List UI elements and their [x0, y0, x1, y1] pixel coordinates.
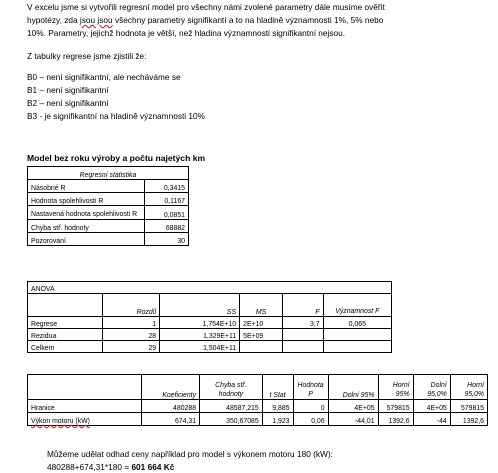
- coef-header-row: [28, 375, 488, 400]
- anova-header-df: Rozdíl: [103, 294, 160, 317]
- stats-value: 0,0851: [145, 206, 189, 220]
- footer-result: 601 664 Kč: [131, 462, 175, 472]
- anova-cell: 1: [103, 317, 160, 329]
- anova-title: ANOVA: [28, 282, 392, 294]
- anova-cell: 1,754E+10: [160, 317, 240, 329]
- coef-cell: -44: [413, 413, 450, 426]
- table-row: [28, 413, 488, 426]
- anova-cell: 2E+10: [240, 317, 283, 329]
- anova-cell: 28: [103, 329, 160, 341]
- table-row: [28, 220, 189, 233]
- coef-cell: 4E+05: [413, 400, 450, 413]
- stats-label: Hodnota spolehlivosti R: [28, 193, 145, 206]
- regression-note: Z tabulky regrese jsme zjistili že:: [27, 51, 147, 61]
- table-row: [28, 341, 392, 353]
- coef-cell: 674,31: [141, 413, 199, 426]
- anova-cell: [283, 341, 324, 353]
- model-title: Model bez roku výroby a počtu najetých km: [27, 153, 206, 163]
- table-row: [28, 233, 189, 246]
- stats-value: 0,1167: [145, 193, 189, 206]
- coef-header: t Stat: [262, 375, 293, 400]
- coef-header: Dolní 95,0%: [413, 375, 450, 400]
- anova-cell: 3,7: [283, 317, 324, 329]
- coef-cell: 579815: [378, 400, 413, 413]
- coef-header: Koeficienty: [141, 375, 199, 400]
- stats-label: Chyba stř. hodnoty: [28, 220, 145, 233]
- regression-stats-table: [27, 166, 189, 246]
- coef-cell: 350,67085: [200, 413, 263, 426]
- anova-header-row: [28, 294, 392, 317]
- coef-cell: 9,885: [262, 400, 293, 413]
- table-row: [28, 193, 189, 206]
- coef-header: Horní 95%: [378, 375, 413, 400]
- stats-value: 30: [145, 233, 189, 246]
- anova-cell: [323, 329, 391, 341]
- finding-b0: B0 – není signifikantní, ale necháváme se: [27, 72, 181, 82]
- intro-line-2-end: všechny parametry signifikantí a to na hladině významnosti 1%, 5% nebo: [112, 15, 384, 25]
- table-row: [28, 329, 392, 341]
- footer-formula: 480288+674,31*180 =: [47, 462, 132, 472]
- stats-value: 68882: [145, 220, 189, 233]
- anova-header-blank: [28, 294, 103, 317]
- coef-cell: 0: [293, 400, 328, 413]
- stats-value: 0,3415: [145, 180, 189, 193]
- anova-title-row: [28, 282, 392, 294]
- anova-cell: [323, 341, 391, 353]
- intro-line-1: V excelu jsme si vytvořili regresní model pro všechny námi zvolené parametry dále musíme ověřit: [27, 2, 385, 12]
- coef-cell: 4E+05: [328, 400, 378, 413]
- intro-line-2-start: hypotézy, zda: [27, 15, 80, 25]
- anova-table: [27, 281, 392, 353]
- stats-label: Nastavená hodnota spolehlivosti R: [28, 206, 145, 220]
- table-row: [28, 206, 189, 220]
- finding-b3: B3 - je signifikantní na hladině významnosti 10%: [27, 111, 206, 121]
- coef-cell: 1392,6: [450, 413, 487, 426]
- finding-b2: B2 – není signifikantní: [27, 98, 109, 108]
- anova-cell: 1,504E+11: [160, 341, 240, 353]
- anova-cell: 29: [103, 341, 160, 353]
- coef-header: Horní 95,0%: [450, 375, 487, 400]
- anova-cell: 5E+09: [240, 329, 283, 341]
- anova-cell: [283, 329, 324, 341]
- anova-cell: Regrese: [28, 317, 103, 329]
- intro-line-3: 10%. Parametry, jejichž hodnota je větší, než hladina významnosti signifikantní nejsou.: [27, 28, 346, 38]
- table-row: [28, 180, 189, 193]
- coef-cell: Hranice: [28, 400, 142, 413]
- table-row: [28, 317, 392, 329]
- anova-cell: 1,329E+11: [160, 329, 240, 341]
- coef-cell: 1392,6: [378, 413, 413, 426]
- finding-b1: B1 – není signifikantní: [27, 85, 109, 95]
- stats-header-row: [28, 167, 189, 180]
- coefficients-table: [27, 374, 488, 426]
- coef-cell: [28, 413, 142, 426]
- coef-cell-text: Výkon motoru (kW): [31, 418, 90, 425]
- footer-line-1: Můžeme udělat odhad ceny například pro model s výkonem motoru 180 (kW):: [47, 449, 333, 459]
- footer-line-2: [47, 462, 174, 473]
- stats-label: Pozorování: [28, 233, 145, 246]
- intro-line-2-misspelled: jsou jsou: [79, 15, 113, 25]
- coef-cell: 1,923: [262, 413, 293, 426]
- stats-header: Regresní statistika: [28, 167, 189, 180]
- anova-header-f: F: [283, 294, 324, 317]
- coef-cell: 579815: [450, 400, 487, 413]
- table-row: [28, 400, 488, 413]
- coef-cell: 0,06: [293, 413, 328, 426]
- intro-line-2: [27, 15, 383, 26]
- anova-cell: Rezidua: [28, 329, 103, 341]
- coef-cell: 480288: [141, 400, 199, 413]
- coef-header: Chyba stř. hodnoty: [200, 375, 263, 400]
- coef-header: Hodnota P: [293, 375, 328, 400]
- anova-cell: Celkem: [28, 341, 103, 353]
- anova-cell: 0,065: [323, 317, 391, 329]
- anova-header-sig: Významnost F: [323, 294, 391, 317]
- stats-label: Násobné R: [28, 180, 145, 193]
- coef-cell: -44,01: [328, 413, 378, 426]
- coef-header: Dolní 95%: [328, 375, 378, 400]
- coef-cell: 48587,215: [200, 400, 263, 413]
- anova-header-ss: SS: [160, 294, 240, 317]
- anova-cell: [240, 341, 283, 353]
- anova-header-ms: MS: [240, 294, 283, 317]
- coef-header-blank: [28, 375, 142, 400]
